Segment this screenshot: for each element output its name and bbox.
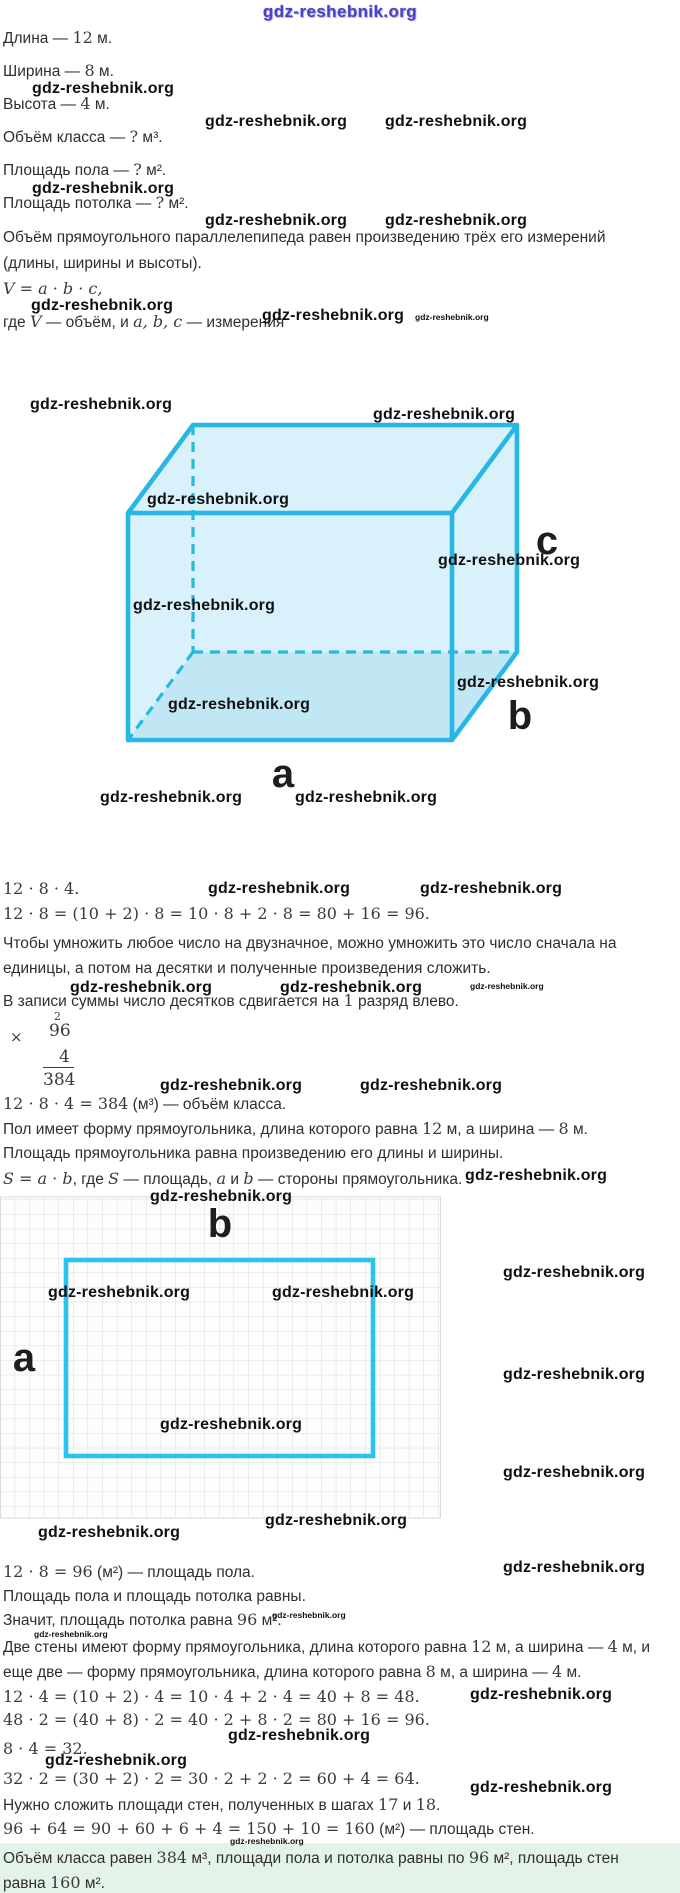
watermark: gdz-reshebnik.org — [272, 1610, 346, 1620]
text-segment: Площадь пола — — [3, 162, 134, 179]
line-formula-volume — [3, 279, 102, 299]
text-segment: м³. — [138, 129, 163, 146]
text-segment: Нужно сложить площади стен, полученных в шагах — [3, 1797, 379, 1814]
watermark: gdz-reshebnik.org — [373, 406, 516, 423]
multiplicand: 96 — [49, 1021, 71, 1041]
watermark: gdz-reshebnik.org — [230, 1836, 304, 1846]
text-segment: 17 — [378, 1795, 399, 1814]
text-segment: 12 · 8 · 4 = 384 — [3, 1094, 129, 1113]
watermark: gdz-reshebnik.org — [438, 552, 581, 569]
rect-label-a: a — [12, 1336, 36, 1380]
line-rule-two-digit-1 — [3, 934, 616, 953]
line-floor-ceiling-equal — [3, 1587, 306, 1606]
text-segment: 12 — [72, 28, 93, 47]
watermark: gdz-reshebnik.org — [280, 979, 423, 996]
watermark: gdz-reshebnik.org — [470, 981, 544, 991]
watermark: gdz-reshebnik.org — [100, 789, 243, 806]
text-segment: Площадь прямоугольника равна произведению его длины и ширины. — [3, 1145, 504, 1162]
text-segment: 8 — [425, 1662, 436, 1681]
text-segment: Площадь потолка — — [3, 195, 156, 212]
text-segment: Чтобы умножить любое число на двузначное, можно умножить это число сначала на — [3, 935, 617, 952]
watermark: gdz-reshebnik.org — [228, 1727, 371, 1744]
text-segment: 12 — [471, 1637, 492, 1656]
line-answer-2 — [3, 1873, 105, 1893]
watermark: gdz-reshebnik.org — [38, 1524, 181, 1541]
text-segment: Ширина — — [3, 63, 85, 80]
text-segment: м, а ширина — — [442, 1121, 559, 1138]
text-segment: — объём, и — [41, 314, 134, 331]
text-segment: м. — [562, 1664, 582, 1681]
line-answer-1 — [3, 1848, 619, 1868]
watermark: gdz-reshebnik.org — [503, 1464, 646, 1481]
watermark: gdz-reshebnik.org — [262, 307, 405, 324]
watermark: gdz-reshebnik.org — [31, 297, 174, 314]
text-segment: S — [108, 1169, 120, 1188]
text-segment: a, b, c — [133, 312, 183, 331]
site-logo: gdz-reshebnik.org — [262, 2, 418, 21]
text-segment: Площадь пола и площадь потолка равны. — [3, 1588, 306, 1605]
watermark: gdz-reshebnik.org — [272, 1284, 415, 1301]
text-segment: В записи суммы число десятков сдвигается на — [3, 993, 344, 1010]
watermark: gdz-reshebnik.org — [32, 80, 175, 97]
text-segment: м². — [257, 1612, 282, 1629]
line-walls-2 — [3, 1662, 582, 1682]
text-segment: ? — [155, 193, 165, 212]
text-segment: Две стены имеют форму прямоугольника, длина которого равна — [3, 1639, 472, 1656]
text-segment: S = a · b — [3, 1169, 73, 1188]
text-segment: м, а ширина — — [491, 1639, 608, 1656]
text-segment: 12 · 8 = 96 — [3, 1562, 93, 1581]
text-segment: 18 — [415, 1795, 437, 1814]
text-segment: V — [29, 312, 42, 331]
text-segment: (м²) — площадь стен. — [374, 1821, 535, 1838]
text-segment: м³, площади пола и потолка равны по — [187, 1850, 469, 1867]
watermark: gdz-reshebnik.org — [385, 113, 528, 130]
watermark: gdz-reshebnik.org — [457, 674, 600, 691]
line-given-volume-question — [3, 127, 163, 147]
text-segment: и — [398, 1797, 416, 1814]
line-step-32-2 — [3, 1769, 420, 1789]
text-segment: 12 · 8 = (10 + 2) · 8 = 10 · 8 + 2 · 8 = 80 + 16 = 96. — [3, 904, 430, 923]
watermark: gdz-reshebnik.org — [360, 1077, 503, 1094]
watermark: gdz-reshebnik.org — [147, 491, 290, 508]
line-formula-volume-legend — [3, 312, 284, 332]
text-segment: (длины, ширины и высоты). — [3, 255, 202, 272]
text-segment: 12 · 4 = (10 + 2) · 4 = 10 · 4 + 2 · 4 = 40 + 8 = 48. — [3, 1687, 420, 1706]
multiplier: 4 — [59, 1047, 70, 1067]
text-segment: 160 — [49, 1873, 81, 1892]
line-rule-two-digit-2 — [3, 959, 491, 978]
text-segment: ? — [129, 127, 139, 146]
text-segment: — стороны прямоугольника. — [253, 1171, 463, 1188]
carry-digit: 2 — [54, 1010, 61, 1023]
text-segment: м. — [568, 1121, 588, 1138]
text-segment: 12 · 8 · 4. — [3, 879, 80, 898]
text-segment: . — [436, 1797, 441, 1814]
text-segment: ? — [133, 160, 142, 179]
text-segment: — площадь, — [119, 1171, 217, 1188]
text-segment: м². — [141, 162, 167, 179]
text-segment: V = a · b · c, — [3, 279, 103, 298]
line-walls-1 — [3, 1637, 650, 1657]
watermark: gdz-reshebnik.org — [205, 113, 348, 130]
text-segment: м², площадь стен — [489, 1850, 619, 1867]
text-segment: — измерения — [182, 314, 285, 331]
text-segment: Объём прямоугольного параллелепипеда равен произведению трёх его измерений — [3, 229, 606, 246]
text-segment: 32 · 2 = (30 + 2) · 2 = 30 · 2 + 2 · 2 = 60 + 4 = 64. — [3, 1769, 420, 1788]
text-segment: еще две — форму прямоугольника, длина которого равна — [3, 1664, 426, 1681]
line-result-floor-area — [3, 1562, 255, 1582]
text-segment: м. — [90, 96, 110, 113]
parallelepiped-figure — [0, 390, 680, 802]
watermark: gdz-reshebnik.org — [150, 1188, 293, 1205]
watermark: gdz-reshebnik.org — [30, 396, 173, 413]
line-rule-volume-1 — [3, 228, 605, 247]
watermark: gdz-reshebnik.org — [385, 212, 528, 229]
line-floor-shape — [3, 1119, 588, 1139]
line-formula-area — [3, 1169, 462, 1189]
text-segment: 1 — [343, 991, 354, 1010]
text-segment: м². — [164, 195, 189, 212]
line-sum-walls-note — [3, 1795, 440, 1815]
watermark: gdz-reshebnik.org — [48, 1284, 191, 1301]
text-segment: единицы, а потом на десятки и полученные произведения сложить. — [3, 960, 491, 977]
watermark: gdz-reshebnik.org — [34, 1629, 108, 1639]
text-segment: 96 + 64 = 90 + 60 + 6 + 4 = 150 + 10 = 160 — [3, 1819, 375, 1838]
watermark: gdz-reshebnik.org — [295, 789, 438, 806]
text-segment: 4 — [607, 1637, 618, 1656]
text-segment: a — [216, 1169, 227, 1188]
watermark: gdz-reshebnik.org — [160, 1077, 303, 1094]
multiplication-rule-line — [43, 1067, 74, 1068]
text-segment: 384 — [156, 1848, 188, 1867]
text-segment: Объём класса — — [3, 129, 130, 146]
watermark: gdz-reshebnik.org — [503, 1366, 646, 1383]
text-segment: 48 · 2 = (40 + 8) · 2 = 40 · 2 + 8 · 2 = 80 + 16 = 96. — [3, 1710, 430, 1729]
line-given-length — [3, 28, 112, 48]
box-label-a: a — [271, 752, 295, 796]
text-segment: Пол имеет форму прямоугольника, длина которого равна — [3, 1121, 422, 1138]
watermark: gdz-reshebnik.org — [470, 1686, 613, 1703]
watermark: gdz-reshebnik.org — [45, 1752, 188, 1769]
text-segment: где — [3, 314, 30, 331]
text-segment: , где — [72, 1171, 109, 1188]
multiplication-result: 384 — [43, 1070, 76, 1090]
text-segment: Объём класса равен — [3, 1850, 157, 1867]
line-step-volume-expression — [3, 879, 79, 899]
line-result-volume — [3, 1094, 286, 1114]
watermark: gdz-reshebnik.org — [32, 180, 175, 197]
text-segment: и — [226, 1171, 244, 1188]
line-given-width — [3, 61, 114, 81]
line-given-floor-area-question — [3, 160, 166, 180]
line-step-12-4 — [3, 1687, 420, 1707]
watermark: gdz-reshebnik.org — [208, 880, 351, 897]
text-segment: равна — [3, 1875, 50, 1892]
watermark: gdz-reshebnik.org — [168, 696, 311, 713]
watermark: gdz-reshebnik.org — [503, 1264, 646, 1281]
text-segment: 96 — [468, 1848, 490, 1867]
text-segment: Значит, площадь потолка равна — [3, 1612, 237, 1629]
text-segment: Высота — — [3, 96, 81, 113]
text-segment: 8 — [84, 61, 95, 80]
line-result-ceiling-area — [3, 1610, 282, 1630]
box-label-c: c — [535, 519, 559, 563]
text-segment: 4 — [80, 94, 91, 113]
watermark: gdz-reshebnik.org — [133, 597, 276, 614]
watermark: gdz-reshebnik.org — [70, 979, 213, 996]
text-segment: м. — [94, 63, 114, 80]
text-segment: 8 — [558, 1119, 569, 1138]
text-segment: 12 — [421, 1119, 443, 1138]
watermark: gdz-reshebnik.org — [420, 880, 563, 897]
text-segment: м, и — [617, 1639, 651, 1656]
text-segment: м. — [92, 30, 113, 47]
watermark: gdz-reshebnik.org — [503, 1559, 646, 1576]
box-label-b: b — [507, 694, 533, 738]
watermark: gdz-reshebnik.org — [205, 212, 348, 229]
text-segment: b — [243, 1169, 254, 1188]
text-segment: (м³) — объём класса. — [128, 1096, 287, 1113]
line-rule-rectangle-area — [3, 1144, 503, 1163]
watermark: gdz-reshebnik.org — [465, 1167, 608, 1184]
line-rule-volume-2 — [3, 254, 202, 273]
column-multiplication — [0, 1010, 90, 1094]
line-step-multiply-12-8 — [3, 904, 430, 924]
multiply-sign: × — [10, 1028, 23, 1046]
watermark: gdz-reshebnik.org — [160, 1416, 303, 1433]
watermark: gdz-reshebnik.org — [265, 1512, 408, 1529]
text-segment: 8 · 4 = 32. — [3, 1739, 88, 1758]
text-segment: 4 — [552, 1662, 563, 1681]
text-segment: 96 — [236, 1610, 258, 1629]
watermark: gdz-reshebnik.org — [415, 312, 489, 322]
text-segment: разряд влево. — [353, 993, 459, 1010]
text-segment: м, а ширина — — [435, 1664, 553, 1681]
watermark: gdz-reshebnik.org — [470, 1779, 613, 1796]
text-segment: м². — [80, 1875, 105, 1892]
rect-label-b: b — [207, 1202, 233, 1246]
text-segment: Длина — — [3, 30, 73, 47]
text-segment: (м²) — площадь пола. — [92, 1564, 255, 1581]
